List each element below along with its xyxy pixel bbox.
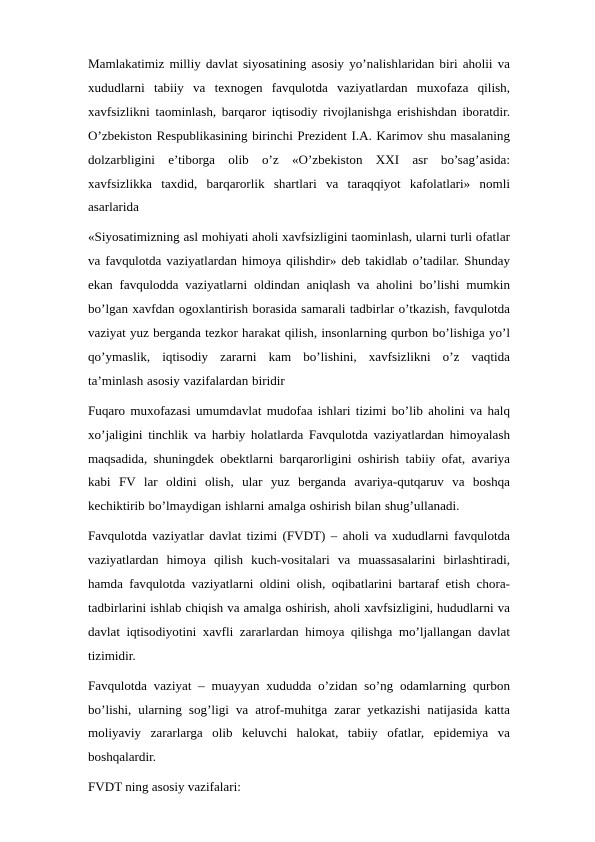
paragraph-intro: Mamlakatimiz milliy davlat siyosatining asosiy yo’nalishlaridan biri aholii va xududlarni tabiiy va texnogen favqulotda vaziyatlardan muxofaza qilish, xavfsizlikni taominlash, barqaror iqtisodiy rivojlanishga erishishdan iboratdir. O’zbekiston Respublikasining birinchi Prezident I.A. Karimov shu masalaning dolzarbligini e’tiborga olib o’z «O’zbekiston XXI asr bo’sag’asida: xavfsizlikka taxdid, barqarorlik shartlari va taraqqiyot kafolatlari» nomli asarlarida — [88, 56, 510, 215]
paragraph-quote: «Siyosatimizning asl mohiyati aholi xavfsizligini taominlash, ularni turli ofatlar va favqulotda vaziyatlardan himoya qilishdir» deb takidlab o’tadilar. Shunday ekan favqulodda vaziyatlarni oldindan aniqlash va aholini bo’lishi mumkin bo’lgan xavfdan ogoxlantirish borasida samarali tadbirlar o’tkazish, favqulotda vaziyat yuz berganda tezkor harakat qilish, insonlarning qurbon bo’lishiga yo’l qo’ymaslik, iqtisodiy zararni kam bo’lishini, xavfsizlikni o’z vaqtida ta’minlash asosiy vazifalardan biridir — [88, 229, 510, 388]
paragraph-fvdt-definition: Favqulotda vaziyatlar davlat tizimi (FVDT) – aholi va xududlarni favqulotda vaziyatlardan himoya qilish kuch-vositalari va muassasalarini birlashtiradi, hamda favqulotda vaziyatlarni oldini olish, oqibatlarini bartaraf etish chora-tadbirlarini ishlab chiqish va amalga oshirish, aholi xavfsizligini, hududlarni va davlat iqtisodiyotini xavfli zararlardan himoya qilishga mo’ljallangan davlat tizimidir. — [88, 528, 510, 663]
paragraph-civil-protection: Fuqaro muxofazasi umumdavlat mudofaa ishlari tizimi bo’lib aholini va halq xo’jaligini tinchlik va harbiy holatlarda Favqulotda vaziyatlardan himoyalash maqsadida, shuningdek obektlarni barqarorligini oshirish tabiiy ofat, avariya kabi FV lar oldini olish, ular yuz berganda avariya-qutqaruv va boshqa kechiktirib bo’lmaydigan ishlarni amalga oshirish bilan shug’ullanadi. — [88, 402, 510, 514]
section-heading-tasks: FVDT ning asosiy vazifalari: — [88, 779, 241, 795]
document-page — [88, 52, 510, 799]
paragraph-emergency-definition: Favqulotda vaziyat – muayyan xududda o’zidan so’ng odamlarning qurbon bo’lishi, ularning sog’ligi va atrof-muhitga zarar yetkazishi natijasida katta moliyaviy zararlarga olib keluvchi halokat, tabiiy ofatlar, epidemiya va boshqalardir. — [88, 677, 510, 765]
